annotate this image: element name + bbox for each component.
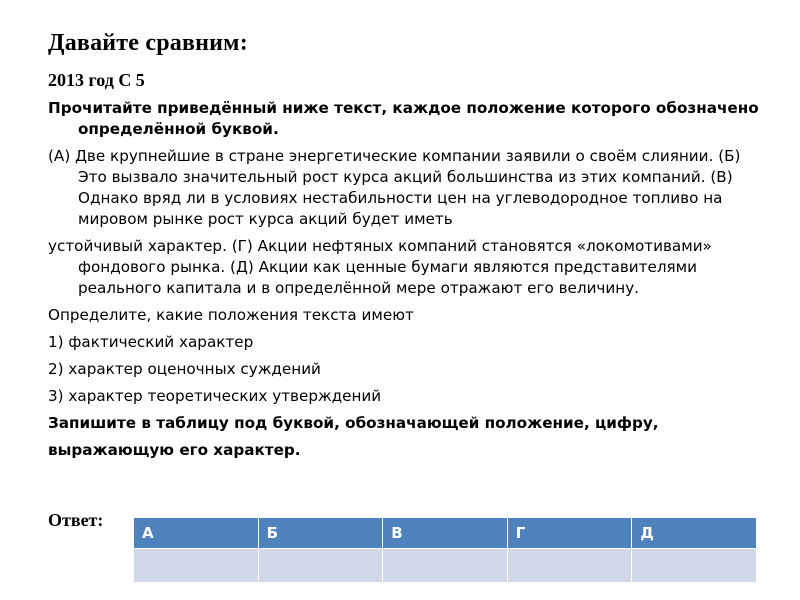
- source-text-part-1: (А) Две крупнейшие в стране энергетические компании заявили о своём слиянии. (Б) Это вызвало значительный рост курса акций большинства из этих компаний. (В) Однако вряд ли в условиях нестабильности цен на углеводородное топливо на мировом рынке рост курса акций будет иметь: [48, 147, 741, 228]
- slide-body: [48, 98, 760, 461]
- answer-table: [133, 517, 757, 583]
- option-1: 1) фактический характер: [48, 333, 254, 351]
- answer-cell-a[interactable]: [134, 549, 259, 583]
- instruction-text: Прочитайте приведённый ниже текст, каждое положение которого обозначено определённой буквой.: [48, 99, 759, 138]
- answer-cell-g[interactable]: [507, 549, 632, 583]
- answer-header-b: Б: [258, 518, 383, 549]
- source-text-part-2: устойчивый характер. (Г) Акции нефтяных компаний становятся «локомотивами» фондового рынка. (Д) Акции как ценные бумаги являются представителями реального капитала и в определённой мере отражают его величину.: [48, 237, 712, 297]
- answer-label: Ответ:: [48, 510, 104, 530]
- task-line-1: Запишите в таблицу под буквой, обозначающей положение, цифру,: [48, 414, 659, 432]
- task-line-2: выражающую его характер.: [48, 441, 301, 459]
- option-3: 3) характер теоретических утверждений: [48, 387, 382, 405]
- answer-header-a: А: [134, 518, 259, 549]
- answer-cell-b[interactable]: [258, 549, 383, 583]
- answer-table-header-row: [134, 518, 757, 549]
- answer-header-v: В: [383, 518, 508, 549]
- answer-cell-d[interactable]: [632, 549, 757, 583]
- answer-header-g: Г: [507, 518, 632, 549]
- answer-cell-v[interactable]: [383, 549, 508, 583]
- option-2: 2) характер оценочных суждений: [48, 360, 321, 378]
- answer-header-d: Д: [632, 518, 757, 549]
- slide-title: Давайте сравним:: [48, 30, 248, 56]
- answer-table-value-row: [134, 549, 757, 583]
- question-text: Определите, какие положения текста имеют: [48, 306, 414, 324]
- slide-subtitle: 2013 год С 5: [48, 70, 145, 90]
